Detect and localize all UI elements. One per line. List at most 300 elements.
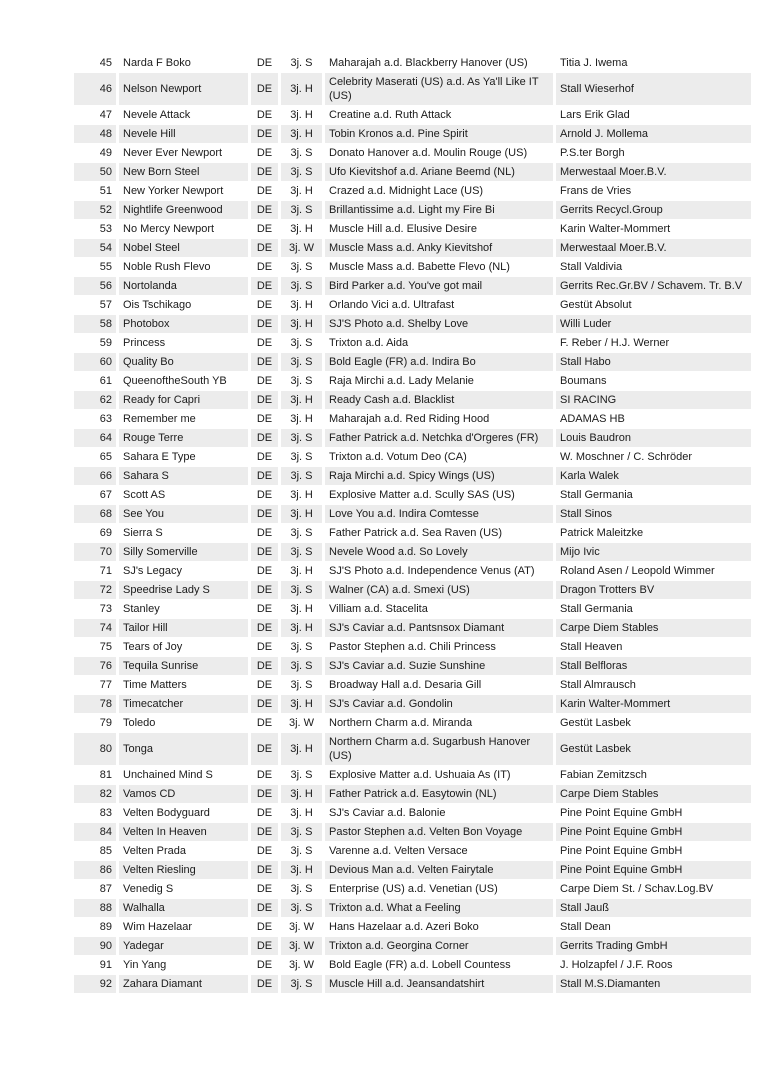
table-row bbox=[74, 410, 751, 428]
cell-age-sex: 3j. S bbox=[290, 147, 313, 159]
cell-horse-name: See You bbox=[119, 505, 248, 523]
table-row bbox=[74, 581, 751, 599]
table-row bbox=[74, 714, 751, 732]
table-row bbox=[74, 182, 751, 200]
cell-country-code: DE bbox=[251, 125, 278, 143]
table-row bbox=[74, 54, 751, 72]
cell-horse-name: Quality Bo bbox=[119, 353, 248, 371]
cell-pedigree: Maharajah a.d. Red Riding Hood bbox=[329, 413, 490, 425]
cell-owner: Lars Erik Glad bbox=[560, 109, 630, 121]
cell-horse-name: New Yorker Newport bbox=[123, 185, 224, 197]
cell-owner: Gerrits Recycl.Group bbox=[556, 201, 751, 219]
cell-owner: Gestüt Lasbek bbox=[560, 717, 631, 729]
cell-owner: J. Holzapfel / J.F. Roos bbox=[560, 959, 673, 971]
cell-pedigree: Ufo Kievitshof a.d. Ariane Beemd (NL) bbox=[325, 163, 553, 181]
cell-owner: Stall Valdivia bbox=[560, 261, 623, 273]
cell-horse-name: Nevele Attack bbox=[123, 109, 191, 121]
cell-age-sex: 3j. S bbox=[290, 337, 313, 349]
cell-start-number: 48 bbox=[74, 125, 116, 143]
cell-pedigree: Muscle Hill a.d. Elusive Desire bbox=[329, 223, 477, 235]
cell-start-number: 54 bbox=[74, 239, 116, 257]
cell-start-number: 84 bbox=[74, 823, 116, 841]
cell-start-number: 67 bbox=[99, 489, 112, 501]
table-row bbox=[74, 766, 751, 784]
cell-start-number: 82 bbox=[74, 785, 116, 803]
cell-country-code: DE bbox=[256, 413, 273, 425]
cell-horse-name: Unchained Mind S bbox=[123, 769, 213, 781]
table-row bbox=[74, 73, 751, 105]
table-row bbox=[74, 486, 751, 504]
cell-country-code: DE bbox=[251, 73, 278, 105]
cell-owner: Pine Point Equine GmbH bbox=[556, 861, 751, 879]
table-row bbox=[74, 619, 751, 637]
cell-country-code: DE bbox=[251, 823, 278, 841]
cell-pedigree: Nevele Wood a.d. So Lovely bbox=[325, 543, 553, 561]
cell-start-number: 86 bbox=[74, 861, 116, 879]
cell-pedigree: Walner (CA) a.d. Smexi (US) bbox=[325, 581, 553, 599]
cell-start-number: 80 bbox=[74, 733, 116, 765]
cell-pedigree: Northern Charm a.d. Sugarbush Hanover (US) bbox=[325, 733, 553, 765]
cell-owner: SI RACING bbox=[556, 391, 751, 409]
table-row bbox=[74, 918, 751, 936]
cell-horse-name: SJ's Legacy bbox=[123, 565, 182, 577]
cell-owner: Louis Baudron bbox=[556, 429, 751, 447]
cell-age-sex: 3j. S bbox=[290, 845, 313, 857]
cell-country-code: DE bbox=[251, 733, 278, 765]
cell-owner: Pine Point Equine GmbH bbox=[560, 845, 683, 857]
table-row bbox=[74, 785, 751, 803]
cell-horse-name: Ois Tschikago bbox=[123, 299, 192, 311]
cell-age-sex: 3j. S bbox=[281, 823, 322, 841]
table-row bbox=[74, 201, 751, 219]
cell-pedigree: Muscle Mass a.d. Anky Kievitshof bbox=[325, 239, 553, 257]
cell-age-sex: 3j. H bbox=[281, 733, 322, 765]
cell-horse-name: Nortolanda bbox=[119, 277, 248, 295]
cell-horse-name: Nobel Steel bbox=[119, 239, 248, 257]
cell-pedigree: Explosive Matter a.d. Ushuaia As (IT) bbox=[329, 769, 511, 781]
cell-country-code: DE bbox=[256, 185, 273, 197]
table-row bbox=[74, 804, 751, 822]
cell-age-sex: 3j. H bbox=[281, 695, 322, 713]
cell-country-code: DE bbox=[256, 489, 273, 501]
cell-age-sex: 3j. W bbox=[288, 717, 315, 729]
cell-age-sex: 3j. H bbox=[281, 315, 322, 333]
cell-owner: Gestüt Lasbek bbox=[556, 733, 751, 765]
cell-country-code: DE bbox=[256, 451, 273, 463]
cell-age-sex: 3j. S bbox=[281, 277, 322, 295]
cell-start-number: 62 bbox=[74, 391, 116, 409]
cell-country-code: DE bbox=[251, 657, 278, 675]
cell-horse-name: Zahara Diamant bbox=[119, 975, 248, 993]
cell-country-code: DE bbox=[251, 163, 278, 181]
cell-age-sex: 3j. W bbox=[288, 921, 315, 933]
horse-table-body bbox=[74, 54, 751, 993]
cell-country-code: DE bbox=[256, 959, 273, 971]
cell-owner: Roland Asen / Leopold Wimmer bbox=[560, 565, 715, 577]
cell-start-number: 50 bbox=[74, 163, 116, 181]
cell-pedigree: Creatine a.d. Ruth Attack bbox=[329, 109, 452, 121]
cell-horse-name: Silly Somerville bbox=[119, 543, 248, 561]
horse-table bbox=[71, 53, 754, 994]
cell-pedigree: Brillantissime a.d. Light my Fire Bi bbox=[325, 201, 553, 219]
cell-country-code: DE bbox=[256, 769, 273, 781]
cell-age-sex: 3j. S bbox=[281, 467, 322, 485]
cell-age-sex: 3j. H bbox=[290, 223, 313, 235]
cell-age-sex: 3j. S bbox=[290, 641, 313, 653]
table-row bbox=[74, 937, 751, 955]
cell-country-code: DE bbox=[256, 299, 273, 311]
cell-owner: Titia J. Iwema bbox=[560, 57, 628, 69]
cell-pedigree: Hans Hazelaar a.d. Azeri Boko bbox=[329, 921, 479, 933]
cell-country-code: DE bbox=[251, 467, 278, 485]
cell-start-number: 57 bbox=[99, 299, 112, 311]
cell-owner: Stall Dean bbox=[560, 921, 611, 933]
cell-start-number: 85 bbox=[99, 845, 112, 857]
table-row bbox=[74, 334, 751, 352]
cell-country-code: DE bbox=[251, 861, 278, 879]
cell-start-number: 47 bbox=[99, 109, 112, 121]
cell-horse-name: QueenoftheSouth YB bbox=[123, 375, 227, 387]
cell-age-sex: 3j. H bbox=[281, 619, 322, 637]
cell-owner: Stall Germania bbox=[560, 489, 633, 501]
cell-age-sex: 3j. H bbox=[281, 73, 322, 105]
cell-owner: Carpe Diem Stables bbox=[556, 619, 751, 637]
cell-age-sex: 3j. S bbox=[281, 657, 322, 675]
cell-start-number: 90 bbox=[74, 937, 116, 955]
cell-country-code: DE bbox=[256, 641, 273, 653]
cell-horse-name: New Born Steel bbox=[119, 163, 248, 181]
cell-owner: Fabian Zemitzsch bbox=[560, 769, 647, 781]
cell-horse-name: Princess bbox=[123, 337, 166, 349]
cell-owner: W. Moschner / C. Schröder bbox=[560, 451, 693, 463]
cell-pedigree: Trixton a.d. Votum Deo (CA) bbox=[329, 451, 467, 463]
cell-pedigree: SJ's Caviar a.d. Gondolin bbox=[325, 695, 553, 713]
table-row bbox=[74, 144, 751, 162]
cell-pedigree: Celebrity Maserati (US) a.d. As Ya'll Like IT (US) bbox=[325, 73, 553, 105]
cell-owner: Pine Point Equine GmbH bbox=[556, 823, 751, 841]
cell-pedigree: Broadway Hall a.d. Desaria Gill bbox=[329, 679, 482, 691]
cell-horse-name: Timecatcher bbox=[119, 695, 248, 713]
cell-country-code: DE bbox=[256, 679, 273, 691]
cell-start-number: 55 bbox=[99, 261, 112, 273]
table-row bbox=[74, 842, 751, 860]
cell-start-number: 69 bbox=[99, 527, 112, 539]
cell-horse-name: Nevele Hill bbox=[119, 125, 248, 143]
table-row bbox=[74, 975, 751, 993]
cell-age-sex: 3j. W bbox=[288, 959, 315, 971]
cell-country-code: DE bbox=[251, 695, 278, 713]
table-row bbox=[74, 638, 751, 656]
cell-owner: ADAMAS HB bbox=[560, 413, 625, 425]
cell-horse-name: Toledo bbox=[123, 717, 156, 729]
cell-owner: Merwestaal Moer.B.V. bbox=[556, 163, 751, 181]
cell-age-sex: 3j. S bbox=[290, 375, 313, 387]
table-row bbox=[74, 239, 751, 257]
cell-owner: Stall Almrausch bbox=[560, 679, 636, 691]
cell-age-sex: 3j. H bbox=[290, 109, 313, 121]
cell-owner: Stall Jauß bbox=[556, 899, 751, 917]
cell-age-sex: 3j. H bbox=[290, 807, 313, 819]
cell-country-code: DE bbox=[251, 505, 278, 523]
table-row bbox=[74, 695, 751, 713]
cell-age-sex: 3j. S bbox=[281, 543, 322, 561]
cell-pedigree: SJ's Caviar a.d. Suzie Sunshine bbox=[325, 657, 553, 675]
cell-country-code: DE bbox=[251, 543, 278, 561]
cell-pedigree: Bold Eagle (FR) a.d. Indira Bo bbox=[325, 353, 553, 371]
cell-pedigree: Father Patrick a.d. Sea Raven (US) bbox=[329, 527, 503, 539]
cell-start-number: 88 bbox=[74, 899, 116, 917]
cell-owner: Willi Luder bbox=[556, 315, 751, 333]
cell-age-sex: 3j. S bbox=[290, 769, 313, 781]
table-row bbox=[74, 861, 751, 879]
horse-list bbox=[71, 53, 743, 994]
cell-start-number: 73 bbox=[99, 603, 112, 615]
cell-age-sex: 3j. W bbox=[281, 937, 322, 955]
cell-pedigree: Pastor Stephen a.d. Velten Bon Voyage bbox=[325, 823, 553, 841]
table-row bbox=[74, 562, 751, 580]
cell-pedigree: Bold Eagle (FR) a.d. Lobell Countess bbox=[329, 959, 511, 971]
cell-owner: Stall Habo bbox=[556, 353, 751, 371]
cell-horse-name: Tears of Joy bbox=[123, 641, 183, 653]
cell-horse-name: Velten Prada bbox=[123, 845, 186, 857]
cell-horse-name: Vamos CD bbox=[119, 785, 248, 803]
cell-start-number: 56 bbox=[74, 277, 116, 295]
cell-age-sex: 3j. S bbox=[281, 163, 322, 181]
cell-start-number: 68 bbox=[74, 505, 116, 523]
cell-pedigree: Donato Hanover a.d. Moulin Rouge (US) bbox=[329, 147, 528, 159]
cell-country-code: DE bbox=[251, 975, 278, 993]
table-row bbox=[74, 600, 751, 618]
table-row bbox=[74, 448, 751, 466]
cell-pedigree: Trixton a.d. Aida bbox=[329, 337, 409, 349]
cell-age-sex: 3j. S bbox=[290, 883, 313, 895]
cell-owner: Stall Wieserhof bbox=[556, 73, 751, 105]
cell-country-code: DE bbox=[256, 375, 273, 387]
cell-pedigree: Pastor Stephen a.d. Chili Princess bbox=[329, 641, 496, 653]
cell-horse-name: Rouge Terre bbox=[119, 429, 248, 447]
cell-owner: Gerrits Trading GmbH bbox=[556, 937, 751, 955]
cell-horse-name: Sierra S bbox=[123, 527, 163, 539]
cell-start-number: 71 bbox=[99, 565, 112, 577]
cell-country-code: DE bbox=[256, 223, 273, 235]
cell-pedigree: SJ'S Photo a.d. Independence Venus (AT) bbox=[329, 565, 535, 577]
cell-start-number: 46 bbox=[74, 73, 116, 105]
table-row bbox=[74, 353, 751, 371]
cell-horse-name: Sahara S bbox=[119, 467, 248, 485]
table-row bbox=[74, 899, 751, 917]
cell-owner: Pine Point Equine GmbH bbox=[560, 807, 683, 819]
cell-pedigree: Ready Cash a.d. Blacklist bbox=[325, 391, 553, 409]
table-row bbox=[74, 676, 751, 694]
cell-country-code: DE bbox=[256, 807, 273, 819]
cell-owner: Mijo Ivic bbox=[556, 543, 751, 561]
table-row bbox=[74, 657, 751, 675]
cell-age-sex: 3j. H bbox=[290, 299, 313, 311]
cell-pedigree: Maharajah a.d. Blackberry Hanover (US) bbox=[329, 57, 528, 69]
cell-owner: Stall Heaven bbox=[560, 641, 623, 653]
cell-country-code: DE bbox=[256, 57, 273, 69]
cell-start-number: 89 bbox=[99, 921, 112, 933]
cell-pedigree: SJ's Caviar a.d. Balonie bbox=[329, 807, 446, 819]
cell-pedigree: Love You a.d. Indira Comtesse bbox=[325, 505, 553, 523]
table-row bbox=[74, 296, 751, 314]
cell-pedigree: Muscle Hill a.d. Jeansandatshirt bbox=[325, 975, 553, 993]
cell-age-sex: 3j. H bbox=[290, 413, 313, 425]
table-row bbox=[74, 505, 751, 523]
cell-owner: Carpe Diem St. / Schav.Log.BV bbox=[560, 883, 714, 895]
cell-owner: Karla Walek bbox=[556, 467, 751, 485]
cell-horse-name: Ready for Capri bbox=[119, 391, 248, 409]
cell-country-code: DE bbox=[256, 109, 273, 121]
cell-horse-name: Narda F Boko bbox=[123, 57, 191, 69]
cell-horse-name: Sahara E Type bbox=[123, 451, 196, 463]
cell-age-sex: 3j. H bbox=[290, 185, 313, 197]
cell-country-code: DE bbox=[251, 277, 278, 295]
cell-start-number: 51 bbox=[99, 185, 112, 197]
cell-pedigree: Trixton a.d. Georgina Corner bbox=[325, 937, 553, 955]
cell-owner: Patrick Maleitzke bbox=[560, 527, 644, 539]
cell-owner: Gestüt Absolut bbox=[560, 299, 632, 311]
cell-country-code: DE bbox=[251, 391, 278, 409]
cell-pedigree: SJ's Caviar a.d. Pantsnsox Diamant bbox=[325, 619, 553, 637]
cell-horse-name: Velten In Heaven bbox=[119, 823, 248, 841]
cell-age-sex: 3j. S bbox=[290, 451, 313, 463]
cell-owner: Karin Walter-Mommert bbox=[560, 223, 671, 235]
table-row bbox=[74, 391, 751, 409]
cell-start-number: 77 bbox=[99, 679, 112, 691]
cell-start-number: 53 bbox=[99, 223, 112, 235]
cell-start-number: 45 bbox=[99, 57, 112, 69]
cell-country-code: DE bbox=[251, 429, 278, 447]
cell-owner: Stall M.S.Diamanten bbox=[556, 975, 751, 993]
cell-start-number: 66 bbox=[74, 467, 116, 485]
cell-pedigree: Raja Mirchi a.d. Spicy Wings (US) bbox=[325, 467, 553, 485]
cell-owner: Karin Walter-Mommert bbox=[556, 695, 751, 713]
cell-pedigree: Crazed a.d. Midnight Lace (US) bbox=[329, 185, 484, 197]
table-row bbox=[74, 163, 751, 181]
cell-horse-name: No Mercy Newport bbox=[123, 223, 215, 235]
cell-start-number: 92 bbox=[74, 975, 116, 993]
cell-horse-name: Yadegar bbox=[119, 937, 248, 955]
cell-owner: Stall Sinos bbox=[556, 505, 751, 523]
cell-pedigree: Varenne a.d. Velten Versace bbox=[329, 845, 468, 857]
cell-age-sex: 3j. H bbox=[281, 861, 322, 879]
cell-start-number: 81 bbox=[99, 769, 112, 781]
table-row bbox=[74, 733, 751, 765]
cell-start-number: 74 bbox=[74, 619, 116, 637]
cell-age-sex: 3j. S bbox=[290, 527, 313, 539]
cell-age-sex: 3j. H bbox=[290, 489, 313, 501]
cell-age-sex: 3j. S bbox=[281, 201, 322, 219]
cell-pedigree: Father Patrick a.d. Easytowin (NL) bbox=[325, 785, 553, 803]
table-row bbox=[74, 823, 751, 841]
cell-horse-name: Photobox bbox=[119, 315, 248, 333]
cell-owner: Stall Germania bbox=[560, 603, 633, 615]
cell-country-code: DE bbox=[251, 899, 278, 917]
table-row bbox=[74, 956, 751, 974]
cell-country-code: DE bbox=[256, 603, 273, 615]
table-row bbox=[74, 543, 751, 561]
cell-start-number: 59 bbox=[99, 337, 112, 349]
cell-country-code: DE bbox=[256, 921, 273, 933]
cell-country-code: DE bbox=[251, 785, 278, 803]
cell-age-sex: 3j. H bbox=[281, 391, 322, 409]
cell-age-sex: 3j. H bbox=[281, 505, 322, 523]
cell-age-sex: 3j. H bbox=[281, 785, 322, 803]
cell-start-number: 49 bbox=[99, 147, 112, 159]
cell-start-number: 65 bbox=[99, 451, 112, 463]
table-row bbox=[74, 258, 751, 276]
cell-age-sex: 3j. S bbox=[281, 975, 322, 993]
cell-start-number: 70 bbox=[74, 543, 116, 561]
cell-country-code: DE bbox=[256, 147, 273, 159]
cell-start-number: 58 bbox=[74, 315, 116, 333]
cell-country-code: DE bbox=[251, 619, 278, 637]
cell-pedigree: Enterprise (US) a.d. Venetian (US) bbox=[329, 883, 498, 895]
cell-start-number: 76 bbox=[74, 657, 116, 675]
cell-pedigree: Explosive Matter a.d. Scully SAS (US) bbox=[329, 489, 515, 501]
cell-horse-name: Remember me bbox=[123, 413, 196, 425]
table-row bbox=[74, 106, 751, 124]
table-row bbox=[74, 880, 751, 898]
cell-age-sex: 3j. H bbox=[290, 565, 313, 577]
cell-owner: Gerrits Rec.Gr.BV / Schavem. Tr. B.V bbox=[556, 277, 751, 295]
cell-start-number: 60 bbox=[74, 353, 116, 371]
cell-horse-name: Nelson Newport bbox=[119, 73, 248, 105]
cell-pedigree: Muscle Mass a.d. Babette Flevo (NL) bbox=[329, 261, 510, 273]
cell-age-sex: 3j. S bbox=[290, 57, 313, 69]
cell-owner: Stall Belfloras bbox=[556, 657, 751, 675]
cell-country-code: DE bbox=[256, 845, 273, 857]
cell-age-sex: 3j. H bbox=[290, 603, 313, 615]
cell-country-code: DE bbox=[251, 239, 278, 257]
table-row bbox=[74, 524, 751, 542]
cell-start-number: 72 bbox=[74, 581, 116, 599]
cell-country-code: DE bbox=[251, 937, 278, 955]
cell-age-sex: 3j. S bbox=[290, 679, 313, 691]
cell-age-sex: 3j. H bbox=[281, 125, 322, 143]
cell-country-code: DE bbox=[251, 201, 278, 219]
cell-horse-name: Yin Yang bbox=[123, 959, 167, 971]
cell-age-sex: 3j. S bbox=[290, 261, 313, 273]
cell-pedigree: Raja Mirchi a.d. Lady Melanie bbox=[329, 375, 474, 387]
cell-start-number: 61 bbox=[99, 375, 112, 387]
cell-pedigree: Father Patrick a.d. Netchka d'Orgeres (FR) bbox=[325, 429, 553, 447]
cell-horse-name: Tailor Hill bbox=[119, 619, 248, 637]
cell-country-code: DE bbox=[251, 581, 278, 599]
table-row bbox=[74, 220, 751, 238]
cell-owner: Arnold J. Mollema bbox=[556, 125, 751, 143]
cell-owner: Dragon Trotters BV bbox=[556, 581, 751, 599]
cell-start-number: 83 bbox=[99, 807, 112, 819]
cell-horse-name: Tonga bbox=[119, 733, 248, 765]
cell-horse-name: Scott AS bbox=[123, 489, 166, 501]
cell-horse-name: Nightlife Greenwood bbox=[119, 201, 248, 219]
cell-country-code: DE bbox=[256, 717, 273, 729]
cell-start-number: 63 bbox=[99, 413, 112, 425]
cell-start-number: 75 bbox=[99, 641, 112, 653]
cell-pedigree: Orlando Vici a.d. Ultrafast bbox=[329, 299, 455, 311]
cell-owner: F. Reber / H.J. Werner bbox=[560, 337, 670, 349]
cell-horse-name: Venedig S bbox=[123, 883, 174, 895]
cell-pedigree: Villiam a.d. Stacelita bbox=[329, 603, 428, 615]
cell-age-sex: 3j. S bbox=[281, 353, 322, 371]
cell-pedigree: SJ'S Photo a.d. Shelby Love bbox=[325, 315, 553, 333]
cell-start-number: 91 bbox=[99, 959, 112, 971]
cell-horse-name: Time Matters bbox=[123, 679, 187, 691]
cell-country-code: DE bbox=[256, 337, 273, 349]
table-row bbox=[74, 429, 751, 447]
